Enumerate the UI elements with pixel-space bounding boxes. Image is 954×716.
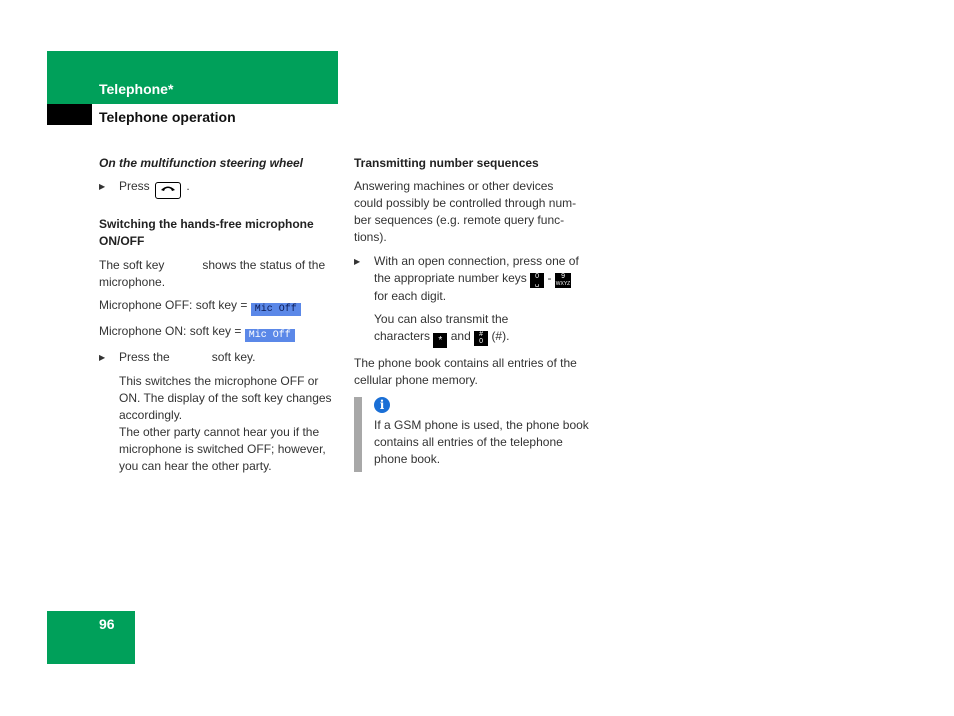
- info-icon: i: [374, 397, 390, 413]
- mic-on-softkey: Mic Off: [245, 329, 295, 342]
- number-sequences-intro: Answering machines or other devices could possibly be controlled through num- ber sequences (e.g. remote query func- tions).: [354, 179, 577, 244]
- heading-steering-wheel: On the multifunction steering wheel: [99, 156, 304, 170]
- mic-on-line: Microphone ON: soft key = Mic Off: [99, 323, 339, 342]
- phonebook-text: The phone book contains all entries of the cellular phone memory.: [354, 356, 577, 387]
- section-marker: [47, 104, 92, 125]
- press-instruction: ▶ Press .: [99, 178, 339, 199]
- note-text: If a GSM phone is used, the phone book contains all entries of the telephone phone book.: [374, 418, 589, 466]
- heading-number-sequences: Transmitting number sequences: [354, 156, 539, 170]
- mic-off-line: Microphone OFF: soft key = Mic Off: [99, 297, 339, 316]
- note-bar: [354, 397, 362, 472]
- press-softkey-instruction: ▶ Press the soft key.: [99, 349, 339, 366]
- end-call-key-icon: [155, 182, 181, 199]
- right-column: [354, 155, 599, 389]
- mic-off-softkey: Mic Off: [251, 303, 301, 316]
- key-star-icon: *: [433, 333, 447, 348]
- softkey-status-text: The soft key shows the status of the microphone.: [99, 258, 326, 289]
- section-title: Telephone*: [99, 81, 174, 97]
- key-0-icon: 0 ␣: [530, 273, 544, 288]
- number-keys-instruction: ▶ With an open connection, press one of the appropriate number keys 0 ␣ - 9 WXYZ for each digit.: [354, 253, 599, 305]
- transmit-characters-text: You can also transmit the characters * and # 0 (#).: [374, 312, 510, 346]
- page-number: 96: [99, 616, 115, 632]
- heading-microphone: Switching the hands-free microphone ON/OFF: [99, 217, 314, 248]
- microphone-result-text: This switches the microphone OFF or ON. The display of the soft key changes accordingly. The other party cannot hear you if the microphone is switched OFF; however, you can hear the other party.: [119, 374, 332, 473]
- header-bar: [47, 51, 338, 104]
- page-number-box: [47, 611, 135, 664]
- left-column: [99, 155, 339, 475]
- key-hash-icon: # 0: [474, 331, 488, 346]
- subsection-title: Telephone operation: [99, 109, 236, 125]
- key-9-icon: 9 WXYZ: [555, 273, 571, 287]
- info-note: [354, 397, 594, 472]
